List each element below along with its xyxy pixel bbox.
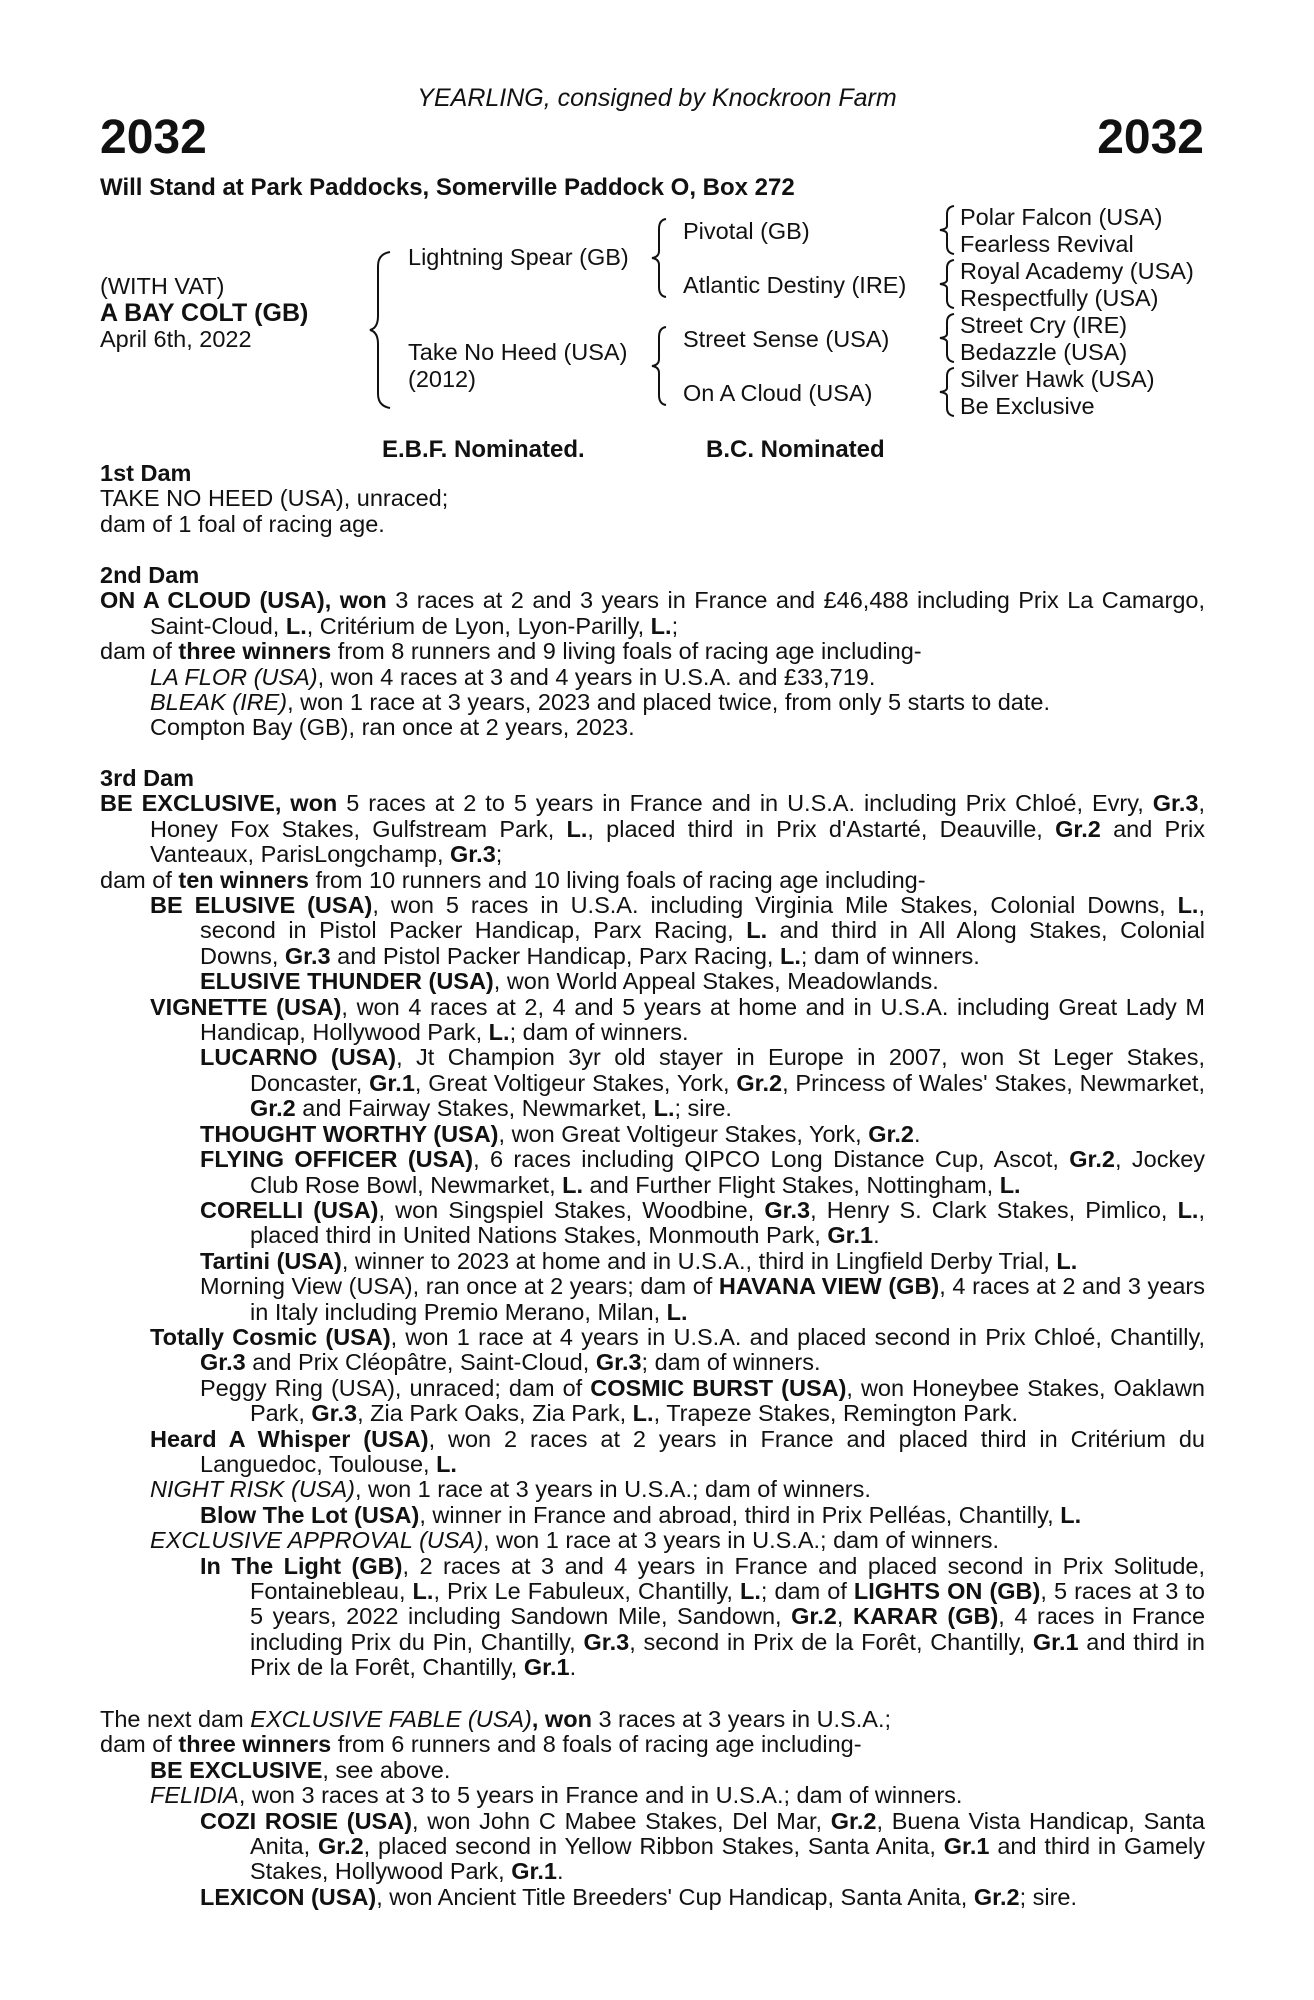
produce-compton-bay: Compton Bay (GB), ran once at 2 years, 2023. [150,714,635,741]
produce-la-flor: LA FLOR (USA), won 4 races at 3 and 4 years in U.S.A. and £33,719. [150,663,876,690]
first-dam-section [100,461,1205,537]
pedigree-brace-dam [650,325,672,407]
entry-tartini: Tartini (USA), winner to 2023 at home and in U.S.A., third in Lingfield Derby Trial, L. [200,1247,1078,1274]
sire-name: Lightning Spear (GB) [408,244,629,270]
entry-felidia: FELIDIA, won 3 races at 3 to 5 years in France and in U.S.A.; dam of winners. [150,1782,963,1809]
first-dam-line: TAKE NO HEED (USA), unraced; [100,485,449,512]
third-dam-heading: 3rd Dam [100,765,195,791]
produce-bleak: BLEAK (IRE), won 1 race at 3 years, 2023 and placed twice, from only 5 starts to date. [150,689,1050,716]
vat-note: (WITH VAT) [100,273,225,299]
entry-be-elusive: BE ELUSIVE (USA), won 5 races in U.S.A. including Virginia Mile Stakes, Colonial Downs, L., second in Pistol Packer Handicap, Parx Racing, L. and third in All Along Stakes, Colonial Downs, Gr.3 and Pistol Packer Handicap, Parx Racing, L.; dam of winners. [150,892,1205,969]
next-dam-section [100,1707,1205,1910]
dam-year: (2012) [408,366,476,392]
grandsire-3: Royal Academy (USA) [960,258,1194,284]
dam-dam: On A Cloud (USA) [683,380,873,406]
entry-flying-officer: FLYING OFFICER (USA), 6 races including QIPCO Long Distance Cup, Ascot, Gr.2, Jockey Club Rose Bowl, Newmarket, L. and Further Flight Stakes, Nottingham, L. [200,1146,1206,1198]
grandsire-1: Polar Falcon (USA) [960,204,1163,230]
entry-thought-worthy: THOUGHT WORTHY (USA), won Great Voltigeur Stakes, York, Gr.2. [200,1120,921,1147]
third-dam-record: BE EXCLUSIVE, won 5 races at 2 to 5 years in France and in U.S.A. including Prix Chloé, Evry, Gr.3, Honey Fox Stakes, Gulfstream Park, L., placed third in Prix d'Astarté, Deauville, Gr.2 and Prix Vanteaux, ParisLongchamp, Gr.3; [100,790,1206,868]
entry-morning-view: Morning View (USA), ran once at 2 years; dam of HAVANA VIEW (GB), 4 races at 2 and 3 years in Italy including Premio Merano, Milan, L. [200,1273,1206,1325]
next-dam-produce: dam of three winners from 6 runners and 8 foals of racing age including- [100,1731,862,1758]
pedigree-brace-g4 [938,366,960,418]
entry-be-exclusive: BE EXCLUSIVE, see above. [150,1756,451,1783]
grandsire-5: Street Cry (IRE) [960,312,1128,338]
granddam-4: Respectfully (USA) [960,285,1159,311]
third-dam-produce: dam of ten winners from 10 runners and 10 living foals of racing age including- [100,866,926,893]
second-dam-record: ON A CLOUD (USA), won 3 races at 2 and 3 years in France and £46,488 including Prix La Camargo, Saint-Cloud, L., Critérium de Lyon, Lyon-Parilly, L.; [100,587,1205,639]
granddam-6: Bedazzle (USA) [960,339,1128,365]
granddam-8: Be Exclusive [960,393,1095,419]
lot-number-right: 2032 [1097,111,1204,164]
pedigree-brace-g1 [938,204,960,256]
consignment-line: YEARLING, consigned by Knockroon Farm [417,84,897,112]
stand-location: Will Stand at Park Paddocks, Somerville Paddock O, Box 272 [100,174,795,201]
foaling-date: April 6th, 2022 [100,326,252,352]
first-dam-heading: 1st Dam [100,460,192,486]
entry-peggy-ring: Peggy Ring (USA), unraced; dam of COSMIC BURST (USA), won Honeybee Stakes, Oaklawn Park, Gr.3, Zia Park Oaks, Zia Park, L., Trapeze Stakes, Remington Park. [200,1374,1205,1427]
second-dam-name: ON A CLOUD (USA) [100,587,325,614]
second-dam-section [100,563,1205,741]
entry-blow-the-lot: Blow The Lot (USA), winner in France and abroad, third in Prix Pelléas, Chantilly, L. [200,1501,1082,1528]
dam-sire: Street Sense (USA) [683,326,890,352]
entry-lexicon: LEXICON (USA), won Ancient Title Breeders' Cup Handicap, Santa Anita, Gr.2; sire. [200,1883,1078,1910]
pedigree-brace-sire [650,217,672,299]
ebf-nomination: E.B.F. Nominated. [382,436,585,463]
entry-in-the-light: In The Light (GB), 2 races at 3 and 4 years in France and placed second in Prix Solitude, Fontainebleau, L., Prix Le Fabuleux, Chantilly, L.; dam of LIGHTS ON (GB), 5 races at 3 to 5 years, 2022 including Sandown Mile, Sandown, Gr.2, KARAR (GB), 4 races in France including Prix du Pin, Chantilly, Gr.3, second in Prix de la Forêt, Chantilly, Gr.1 and third in Prix de la Forêt, Chantilly, Gr.1. [200,1552,1206,1681]
lot-number-left: 2032 [100,111,207,164]
horse-name: A BAY COLT (GB) [100,299,309,327]
granddam-2: Fearless Revival [960,231,1134,257]
bc-nomination: B.C. Nominated [706,436,885,463]
third-dam-section [100,766,1205,1681]
dam-name: Take No Heed (USA) [408,339,628,365]
entry-vignette: VIGNETTE (USA), won 4 races at 2, 4 and 5 years at home and in U.S.A. including Great Lady M Handicap, Hollywood Park, L.; dam of winners. [150,993,1205,1046]
next-dam-record: The next dam EXCLUSIVE FABLE (USA), won 3 races at 3 years in U.S.A.; [100,1706,892,1732]
grandsire-7: Silver Hawk (USA) [960,366,1155,392]
second-dam-produce: dam of three winners from 8 runners and 9 living foals of racing age including- [100,638,922,665]
sire-dam: Atlantic Destiny (IRE) [683,272,907,298]
second-dam-heading: 2nd Dam [100,562,200,588]
entry-night-risk: NIGHT RISK (USA), won 1 race at 3 years in U.S.A.; dam of winners. [150,1476,871,1503]
sire-sire: Pivotal (GB) [683,218,810,244]
pedigree-brace-g3 [938,312,960,364]
first-dam-produce: dam of 1 foal of racing age. [100,510,385,537]
pedigree-brace-main [368,250,398,410]
entry-corelli: CORELLI (USA), won Singspiel Stakes, Woodbine, Gr.3, Henry S. Clark Stakes, Pimlico, L., placed third in United Nations Stakes, Monmouth Park, Gr.1. [200,1196,1205,1249]
entry-totally-cosmic: Totally Cosmic (USA), won 1 race at 4 years in U.S.A. and placed second in Prix Chloé, Chantilly, Gr.3 and Prix Cléopâtre, Saint-Cloud, Gr.3; dam of winners. [150,1323,1206,1376]
entry-lucarno: LUCARNO (USA), Jt Champion 3yr old stayer in Europe in 2007, won St Leger Stakes, Doncaster, Gr.1, Great Voltigeur Stakes, York, Gr.2, Princess of Wales' Stakes, Newmarket, Gr.2 and Fairway Stakes, Newmarket, L.; sire. [200,1044,1205,1122]
entry-heard-a-whisper: Heard A Whisper (USA), won 2 races at 2 years in France and placed third in Critérium du Languedoc, Toulouse, L. [150,1425,1205,1477]
entry-cozi-rosie: COZI ROSIE (USA), won John C Mabee Stakes, Del Mar, Gr.2, Buena Vista Handicap, Santa Anita, Gr.2, placed second in Yellow Ribbon Stakes, Santa Anita, Gr.1 and third in Gamely Stakes, Hollywood Park, Gr.1. [200,1807,1206,1885]
entry-elusive-thunder: ELUSIVE THUNDER (USA), won World Appeal Stakes, Meadowlands. [200,968,939,995]
pedigree-brace-g2 [938,258,960,310]
entry-exclusive-approval: EXCLUSIVE APPROVAL (USA), won 1 race at 3 years in U.S.A.; dam of winners. [150,1527,999,1554]
